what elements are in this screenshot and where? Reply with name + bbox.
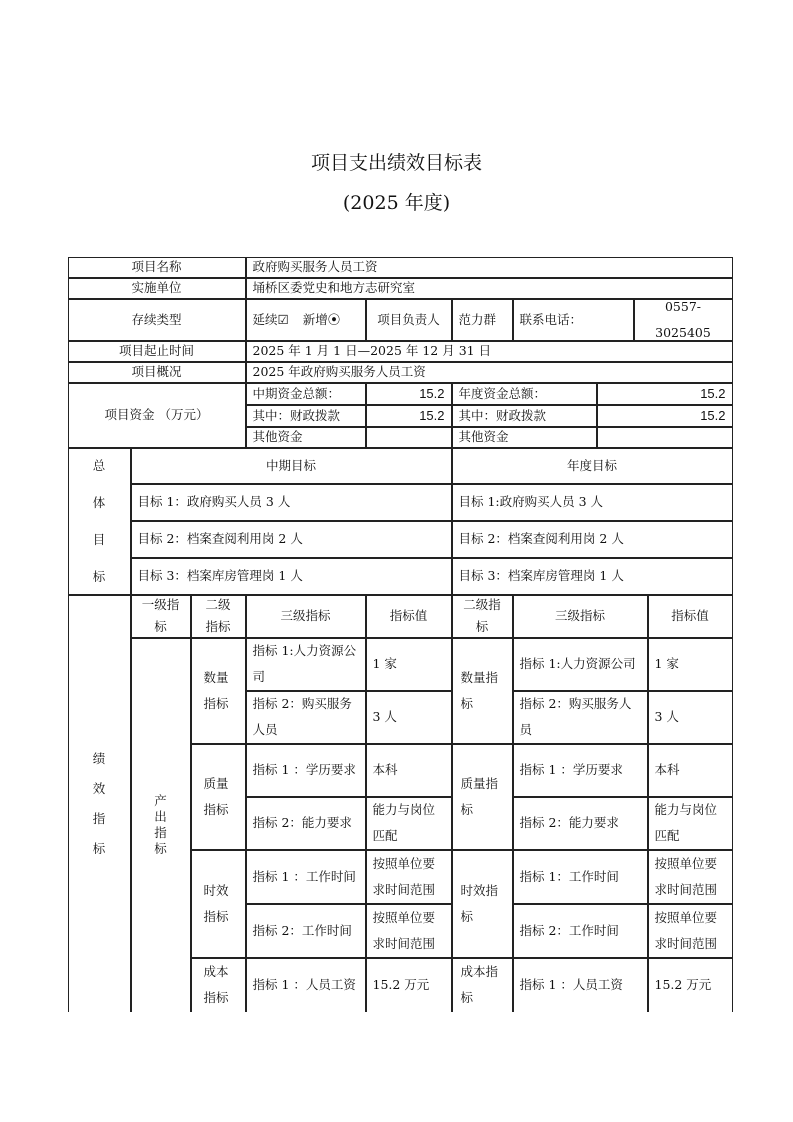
perf-header-level2: 二级指标 [191,595,246,638]
year-fiscal-label: 其中：财政拨款 [452,405,597,427]
leader-value: 范力群 [452,299,513,341]
name-value: 政府购买服务人员工资 [246,257,733,278]
right-indicator-1: 指标 1:人力资源公司 [513,638,648,691]
year-fiscal-value: 15.2 [597,405,733,427]
year-goal-2: 目标 2：档案查阅利用岗 2 人 [452,521,733,558]
right-indicator-value-6: 按照单位要求时间范围 [648,904,733,958]
group-quality: 质量指标 [191,744,246,850]
page-subtitle: (2025 年度) [342,192,451,214]
group-quality-right: 质量指标 [452,744,513,850]
right-indicator-6: 指标 2：工作时间 [513,904,648,958]
left-indicator-value-2: 3 人 [366,691,452,744]
left-indicator-5: 指标 1 ：工作时间 [246,850,366,904]
right-indicator-2: 指标 2：购买服务人员 [513,691,648,744]
right-indicator-value-5: 按照单位要求时间范围 [648,850,733,904]
continue-checkbox[interactable]: 延续☑ [252,311,289,327]
type-options [246,299,366,341]
right-indicator-value-1: 1 家 [648,638,733,691]
unit-label: 实施单位 [68,278,246,299]
mid-fiscal-label: 其中：财政拨款 [246,405,366,427]
right-indicator-value-7: 15.2 万元 [648,958,733,1012]
period-value: 2025 年 1 月 1 日—2025 年 12 月 31 日 [246,341,733,362]
year-other-value [597,427,733,448]
left-indicator-4: 指标 2：能力要求 [246,797,366,850]
left-indicator-7: 指标 1 ：人员工资 [246,958,366,1012]
right-indicator-4: 指标 2：能力要求 [513,797,648,850]
year-goal-1: 目标 1:政府购买人员 3 人 [452,484,733,521]
perf-header-value: 指标值 [366,595,452,638]
right-indicator-value-2: 3 人 [648,691,733,744]
group-quantity: 数量指标 [191,638,246,744]
left-indicator-value-4: 能力与岗位匹配 [366,797,452,850]
right-indicator-3: 指标 1 ：学历要求 [513,744,648,797]
left-indicator-value-1: 1 家 [366,638,452,691]
group-cost-right: 成本指标 [452,958,513,1012]
funds-label: 项目资金 （万元） [68,383,246,448]
mid-other-value [366,427,452,448]
perf-header-level2-right: 二级指标 [452,595,513,638]
left-indicator-3: 指标 1 ：学历要求 [246,744,366,797]
mid-total-label: 中期资金总额： [246,383,366,405]
phone-value: 0557-3025405 [634,299,733,341]
perf-header-level3-right: 三级指标 [513,595,648,638]
perf-header-value-right: 指标值 [648,595,733,638]
type-label: 存续类型 [68,299,246,341]
left-indicator-1: 指标 1:人力资源公司 [246,638,366,691]
mid-goal-2: 目标 2：档案查阅利用岗 2 人 [131,521,452,558]
mid-goal-1: 目标 1：政府购买人员 3 人 [131,484,452,521]
perf-header-level1: 一级指标 [131,595,191,638]
phone-label: 联系电话： [513,299,634,341]
overview-label: 项目概况 [68,362,246,383]
right-indicator-5: 指标 1：工作时间 [513,850,648,904]
left-indicator-value-5: 按照单位要求时间范围 [366,850,452,904]
left-indicator-6: 指标 2：工作时间 [246,904,366,958]
leader-label: 项目负责人 [366,299,452,341]
left-indicator-2: 指标 2：购买服务人员 [246,691,366,744]
year-other-label: 其他资金 [452,427,597,448]
name-label: 项目名称 [68,257,246,278]
year-total-value: 15.2 [597,383,733,405]
unit-value: 埇桥区委党史和地方志研究室 [246,278,733,299]
year-goal-header: 年度目标 [452,448,733,484]
overview-value: 2025 年政府购买服务人员工资 [246,362,733,383]
left-indicator-value-3: 本科 [366,744,452,797]
level1-output: 产出指标 [131,638,191,1012]
new-radio[interactable]: 新增⦿ [302,311,341,327]
year-goal-3: 目标 3：档案库房管理岗 1 人 [452,558,733,595]
group-cost: 成本指标 [191,958,246,1012]
perf-header-level3: 三级指标 [246,595,366,638]
left-indicator-value-7: 15.2 万元 [366,958,452,1012]
mid-goal-3: 目标 3：档案库房管理岗 1 人 [131,558,452,595]
mid-fiscal-value: 15.2 [366,405,452,427]
right-indicator-value-3: 本科 [648,744,733,797]
right-indicator-value-4: 能力与岗位匹配 [648,797,733,850]
left-indicator-value-6: 按照单位要求时间范围 [366,904,452,958]
period-label: 项目起止时间 [68,341,246,362]
perf-label: 绩效指标 [68,595,131,1012]
mid-total-value: 15.2 [366,383,452,405]
page-title: 项目支出绩效目标表 [310,152,482,174]
group-timeliness: 时效指标 [191,850,246,958]
goals-label: 总 体 目 标 [68,448,131,595]
year-total-label: 年度资金总额： [452,383,597,405]
group-timeliness-right: 时效指标 [452,850,513,958]
right-indicator-7: 指标 1 ：人员工资 [513,958,648,1012]
mid-other-label: 其他资金 [246,427,366,448]
mid-goal-header: 中期目标 [131,448,452,484]
group-quantity-right: 数量指标 [452,638,513,744]
